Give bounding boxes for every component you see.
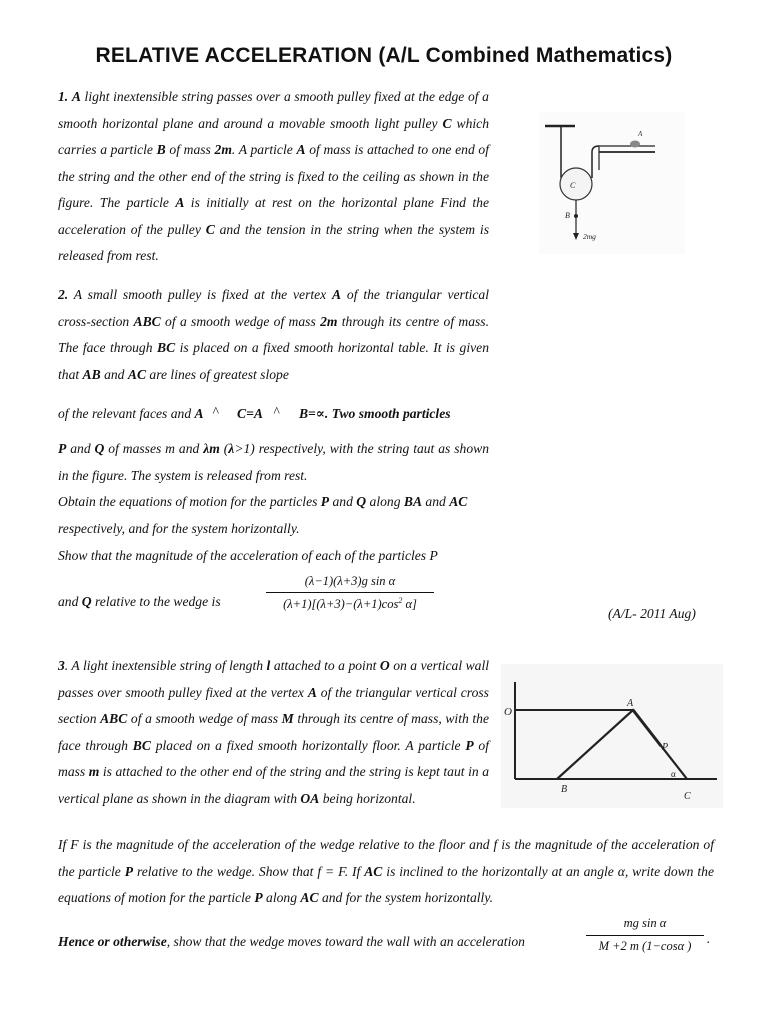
- emphasis-text: AC: [449, 494, 468, 509]
- label-c: C: [570, 181, 576, 190]
- body-text: through its centre of mass, with the face through: [58, 711, 489, 753]
- emphasis-text: B: [156, 142, 166, 157]
- body-text: on a vertical wall passes over smooth pulley fixed at the vertex: [58, 658, 489, 700]
- body-text: placed on a fixed smooth horizontally floor. A particle: [150, 737, 466, 753]
- body-text: If F is the magnitude of the acceleration of the wedge relative to the floor and f is the magnitude of the acceleration of the particle: [58, 837, 714, 879]
- emphasis-text: Q: [94, 441, 105, 456]
- body-text: is initially at rest on the horizontal plane Find the acceleration of the pulley: [58, 195, 489, 237]
- body-text: along: [262, 890, 301, 905]
- label-p: P: [662, 742, 669, 753]
- emphasis-text: C: [442, 115, 452, 131]
- body-text: attached to a point: [270, 658, 380, 673]
- question-3-text-b: [58, 832, 714, 912]
- formula-2-denominator: $(\lambda+1)[(\lambda+3)-(\lambda+1)\cos^2$ α]: [283, 596, 417, 612]
- body-text: are lines of greatest slope: [146, 366, 289, 382]
- question-2-text-b: [58, 436, 489, 489]
- emphasis-text: O: [379, 658, 390, 673]
- body-text: is placed on a fixed smooth horizontal table. It is given that: [58, 340, 489, 382]
- body-text: and: [422, 494, 450, 509]
- question-2-text-d: Show that the magnitude of the acceleration of each of the particles P: [58, 548, 438, 563]
- body-text: and: [329, 494, 357, 509]
- question-2-text-e: and Q relative to the wedge is: [58, 594, 221, 609]
- emphasis-text: P: [58, 441, 67, 456]
- question-2-number: 2.: [58, 287, 69, 302]
- body-text: of a smooth wedge of mass: [160, 313, 321, 329]
- body-text: of a smooth wedge of mass: [127, 711, 282, 726]
- body-text: through its centre of mass. The face through: [58, 313, 489, 355]
- body-text: which carries a particle: [58, 115, 490, 157]
- body-text: Obtain the equations of motion for the particles: [58, 494, 321, 509]
- body-text: respectively, and for the system horizontally.: [58, 520, 300, 536]
- angle-line: of the relevant faces and A ^ C=A ^ B=∝. Two smooth particles: [58, 404, 451, 421]
- emphasis-text: P: [465, 737, 474, 753]
- body-text: of the triangular vertical cross section: [58, 684, 489, 726]
- question-3-hence: Hence or otherwise, show that the wedge moves toward the wall with an acceleration: [58, 934, 525, 949]
- question-3-text: [58, 653, 489, 812]
- emphasis-text: A: [296, 142, 306, 157]
- body-text: relative to the wedge. Show that f = F. If: [133, 863, 365, 879]
- body-text: . A particle: [231, 142, 297, 157]
- emphasis-text: AC: [300, 890, 319, 905]
- body-text: (: [219, 441, 229, 456]
- emphasis-text: P: [124, 863, 134, 879]
- emphasis-text: P: [254, 890, 263, 905]
- emphasis-text: A: [307, 684, 317, 700]
- question-2-text: [58, 282, 489, 388]
- body-text: and: [100, 366, 128, 382]
- page-title: RELATIVE ACCELERATION (A/L Combined Mathematics): [95, 44, 673, 67]
- body-text: light inextensible string passes over a smooth pulley fixed at the edge of a smooth horizontal plane and around a movable smooth light pulley: [58, 89, 489, 131]
- label-a: A: [638, 130, 643, 138]
- body-text: >1) respectively, with the string taut as shown in the figure. The system is released from rest.: [58, 441, 489, 483]
- emphasis-text: 2m: [214, 142, 232, 157]
- emphasis-text: A: [332, 287, 342, 302]
- emphasis-text: m: [88, 764, 100, 779]
- pulley-c: [560, 168, 592, 200]
- question-3-number: 3: [58, 658, 65, 673]
- emphasis-text: l: [266, 658, 271, 673]
- label-c: C: [684, 791, 691, 802]
- emphasis-text: 2m: [320, 313, 338, 329]
- emphasis-text: BC: [132, 737, 151, 753]
- emphasis-text: P: [320, 494, 330, 509]
- body-text: is attached to the other end of the string and the string is kept taut in a vertical plane as shown in the diagram with: [58, 764, 489, 806]
- body-text: of masses m and: [104, 441, 204, 456]
- particle-b: [574, 214, 578, 218]
- formula-2-bar: [266, 592, 434, 593]
- emphasis-text: Q: [356, 494, 367, 509]
- emphasis-text: AC: [364, 863, 383, 879]
- body-text: of mass: [165, 142, 215, 157]
- body-text: being horizontal.: [319, 790, 416, 806]
- emphasis-text: C: [205, 221, 215, 237]
- body-text: of the triangular vertical cross-section: [58, 287, 489, 329]
- emphasis-text: AB: [82, 366, 101, 382]
- emphasis-text: A: [175, 195, 185, 210]
- label-2mg: 2mg: [583, 232, 596, 241]
- body-text: is inclined to the horizontally at an angle α, write down the equations of motion for the particle: [58, 863, 715, 905]
- formula-3-bar: [586, 935, 704, 936]
- question-1-number: 1.: [58, 89, 69, 104]
- body-text: and for the system horizontally.: [318, 890, 494, 905]
- formula-3-numerator: mg sin α: [623, 916, 667, 930]
- label-a: A: [627, 698, 634, 709]
- formula-3-dot: ·: [706, 935, 711, 950]
- question-3-figure: [501, 664, 723, 808]
- exam-reference: (A/L- 2011 Aug): [608, 606, 696, 621]
- body-text: along: [366, 494, 404, 509]
- emphasis-text: M: [281, 711, 294, 726]
- formula-3-denominator: M +2 m (1−cosα ): [598, 939, 692, 953]
- emphasis-text: A: [71, 89, 81, 104]
- emphasis-text: ABC: [133, 313, 161, 329]
- question-1-text: [58, 84, 489, 270]
- body-text: and: [66, 441, 95, 456]
- label-alpha: α: [671, 769, 676, 779]
- body-text: and the tension in the string when the system is released from rest.: [58, 221, 489, 263]
- emphasis-text: AC: [127, 366, 147, 382]
- formula-2-numerator: (λ−1)(λ+3)g sin α: [304, 574, 396, 588]
- label-b: B: [561, 784, 568, 795]
- body-text: of mass is attached to one end of the string and the other end of the string is fixed to the ceiling as shown in the figure. The particle: [58, 142, 489, 210]
- emphasis-text: OA: [300, 790, 320, 806]
- label-b: B: [565, 211, 570, 220]
- emphasis-text: ABC: [100, 711, 128, 726]
- question-1-figure: [539, 112, 685, 254]
- emphasis-text: λm: [203, 441, 220, 456]
- body-text: A small smooth pulley is fixed at the vertex: [68, 287, 333, 302]
- particle-a: [630, 141, 640, 148]
- question-2-text-c: [58, 489, 498, 542]
- emphasis-text: λ: [228, 441, 235, 456]
- label-o: O: [504, 706, 512, 718]
- emphasis-text: BA: [403, 494, 423, 509]
- body-text: of mass: [58, 737, 489, 779]
- emphasis-text: BC: [157, 340, 176, 355]
- body-text: . A light inextensible string of length: [64, 658, 267, 673]
